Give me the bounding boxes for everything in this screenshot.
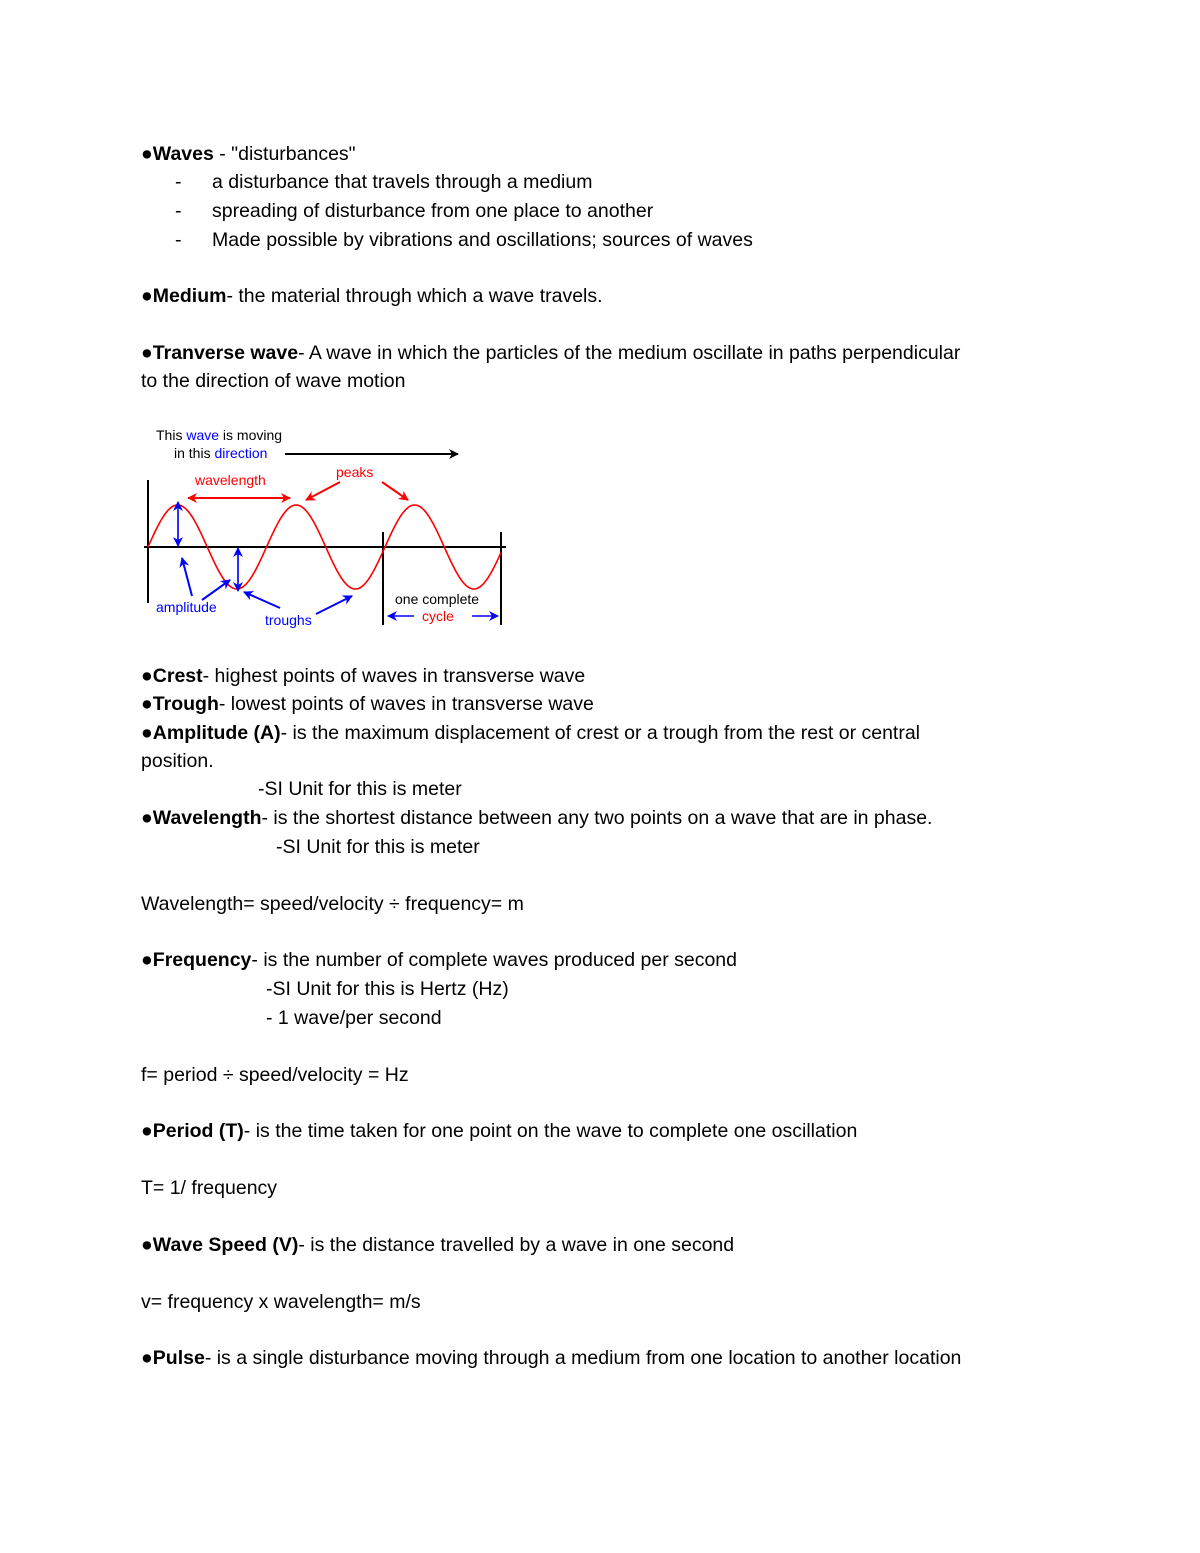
amplitude-pointer-1 [182,558,192,596]
crest-desc: - highest points of waves in transverse wave [202,665,586,687]
term-crest: Crest [152,665,203,687]
trough-definition [141,690,594,718]
waves-definition [141,140,356,168]
pulse-desc: - is a single disturbance moving through a medium from one location to another location [204,1347,962,1369]
period-desc: - is the time taken for one point on the wave to complete one oscillation [243,1120,858,1142]
trough-arrow-1 [244,592,280,608]
trough-arrow-2 [316,596,352,614]
bullet: ● [141,665,153,687]
frequency-desc: - is the number of complete waves produced per second [251,949,738,971]
term-frequency: Frequency [152,949,252,971]
amplitude-pointer-2 [202,580,230,600]
bullet: ● [141,1234,153,1256]
label-troughs: troughs [265,612,312,628]
term-pulse: Pulse [152,1347,205,1369]
frequency-definition [141,946,737,974]
crest-definition [141,662,585,690]
trough-desc: - lowest points of waves in transverse wave [218,693,594,715]
speed-definition [141,1231,734,1259]
bullet: ● [141,949,153,971]
waves-desc: - "disturbances" [213,143,356,165]
wavelength-unit: -SI Unit for this is meter [276,836,480,858]
list-dash: - [175,200,182,222]
label-in-direction: in this direction [174,445,268,461]
label-wavelength: wavelength [195,472,266,488]
list-dash: - [175,229,182,251]
peak-arrow-1 [306,482,340,500]
period-formula: T= 1/ frequency [141,1177,278,1199]
bullet: ● [141,342,153,364]
speed-formula: v= frequency x wavelength= m/s [141,1291,421,1313]
peak-arrow-2 [382,482,408,500]
bullet: ● [141,143,153,165]
frequency-formula: f= period ÷ speed/velocity = Hz [141,1064,409,1086]
transverse-desc-cont: to the direction of wave motion [141,370,406,392]
term-amplitude: Amplitude (A) [152,722,281,744]
frequency-note: - 1 wave/per second [266,1007,442,1029]
list-item: Made possible by vibrations and oscillations; sources of waves [212,229,753,251]
term-waves: Waves [152,143,214,165]
wavelength-formula: Wavelength= speed/velocity ÷ frequency= m [141,893,524,915]
label-cycle: cycle [422,608,454,624]
list-dash: - [175,171,182,193]
transverse-wave-diagram [140,420,520,635]
list-item: spreading of disturbance from one place to another [212,200,654,222]
label-one-complete: one complete [395,591,480,607]
frequency-unit: -SI Unit for this is Hertz (Hz) [266,978,509,1000]
medium-definition [141,282,603,310]
transverse-definition [141,339,960,367]
amplitude-desc: - is the maximum displacement of crest or a trough from the rest or central [280,722,921,744]
term-period: Period (T) [152,1120,244,1142]
bullet: ● [141,1120,153,1142]
term-transverse: Tranverse wave [152,342,299,364]
pulse-definition [141,1344,961,1372]
term-wave-speed: Wave Speed (V) [152,1234,299,1256]
transverse-desc: - A wave in which the particles of the medium oscillate in paths perpendicular [298,342,961,364]
bullet: ● [141,1347,153,1369]
period-definition [141,1117,857,1145]
bullet: ● [141,807,153,829]
term-wavelength: Wavelength [152,807,262,829]
term-trough: Trough [152,693,219,715]
bullet: ● [141,722,153,744]
wavelength-definition [141,804,932,832]
bullet: ● [141,285,153,307]
bullet: ● [141,693,153,715]
label-wave-moving: This wave is moving [156,427,283,443]
label-peaks: peaks [336,464,374,480]
label-amplitude: amplitude [156,599,217,615]
medium-desc: - the material through which a wave travels. [226,285,603,307]
wavelength-desc: - is the shortest distance between any two points on a wave that are in phase. [261,807,933,829]
amplitude-desc-cont: position. [141,750,214,772]
amplitude-unit: -SI Unit for this is meter [258,778,462,800]
term-medium: Medium [152,285,227,307]
list-item: a disturbance that travels through a medium [212,171,593,193]
speed-desc: - is the distance travelled by a wave in one second [298,1234,735,1256]
amplitude-definition [141,719,920,747]
